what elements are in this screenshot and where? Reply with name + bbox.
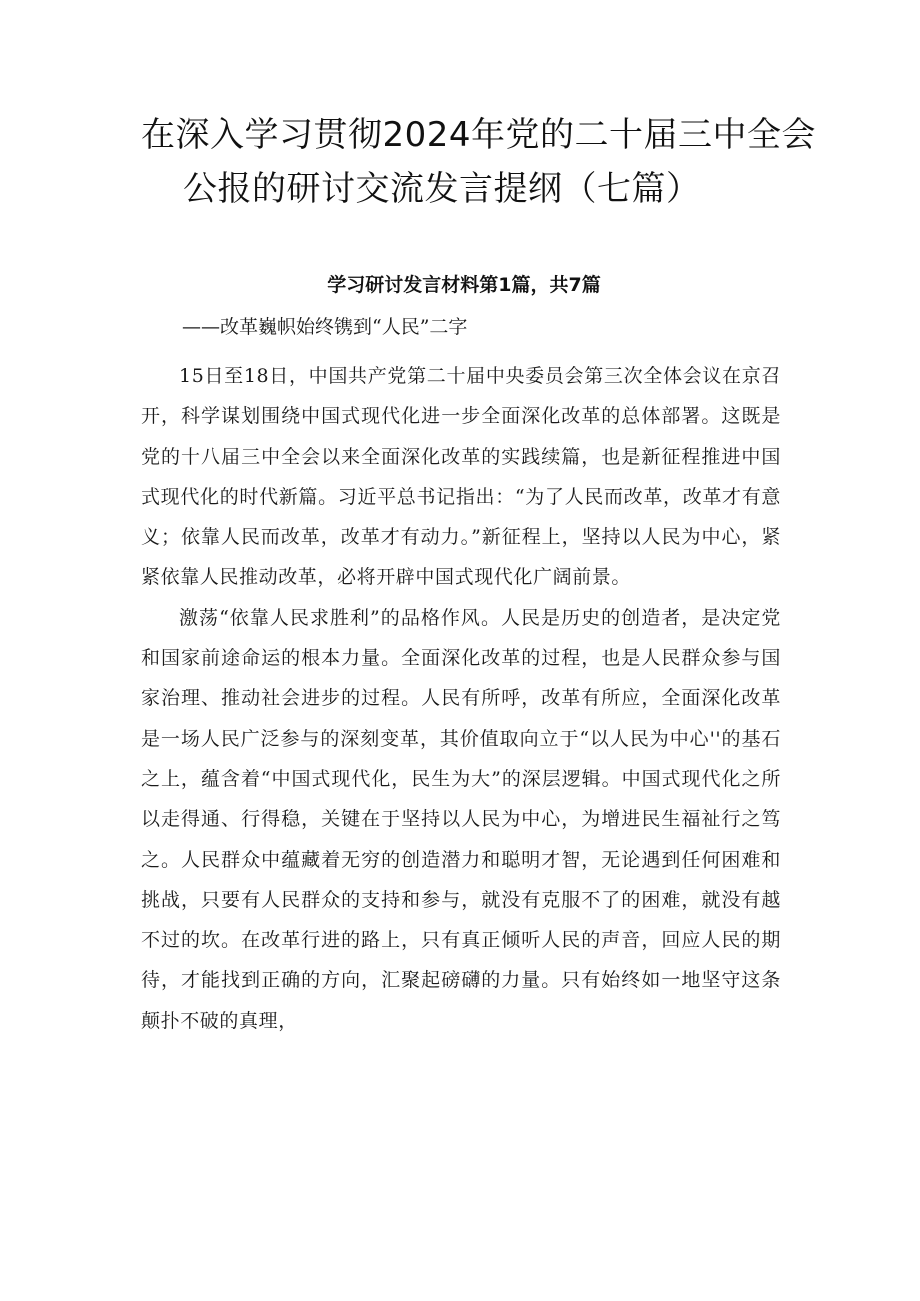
document-title (0, 108, 920, 216)
body-text (141, 356, 781, 1041)
section-subtitle: ——改革巍帜始终镌到“人民”二字 (182, 316, 468, 338)
document-title-line-2: 公报的研讨交流发言提纲（七篇） (183, 169, 701, 209)
document-title-line-1: 在深入学习贯彻2024年党的二十届三中全会 (141, 115, 817, 155)
body-paragraph-1: 15日至18日，中国共产党第二十届中央委员会第三次全体会议在京召开，科学谋划围绕中国式现代化进一步全面深化改革的总体部署。这既是党的十八届三中全会以来全面深化改革的实践续篇，也是新征程推进中国式现代化的时代新篇。习近平总书记指出：“为了人民而改革，改革才有意义；依靠人民而改革，改革才有动力。”新征程上，坚持以人民为中心，紧紧依靠人民推动改革，必将开辟中国式现代化广阔前景。 (141, 365, 781, 589)
body-paragraph-2: 激荡“依靠人民求胜利”的品格作风。人民是历史的创造者，是决定党和国家前途命运的根本力量。全面深化改革的过程，也是人民群众参与国家治理、推动社会进步的过程。人民有所呼，改革有所应，全面深化改革是一场人民广泛参与的深刻变革，其价值取向立于“以人民为中心''的基石之上，蕴含着“中国式现代化，民生为大”的深层逻辑。中国式现代化之所以走得通、行得稳，关键在于坚持以人民为中心，为增进民生福祉行之笃之。人民群众中蕴藏着无穷的创造潜力和聪明才智，无论遇到任何困难和挑战，只要有人民群众的支持和参与，就没有克服不了的困难，就没有越不过的坎。在改革行进的路上，只有真正倾听人民的声音，回应人民的期待，才能找到正确的方向，汇聚起磅礴的力量。只有始终如一地坚守这条颠扑不破的真理， (141, 606, 781, 1032)
section-heading: 学习研讨发言材料第1篇，共7篇 (327, 274, 601, 296)
